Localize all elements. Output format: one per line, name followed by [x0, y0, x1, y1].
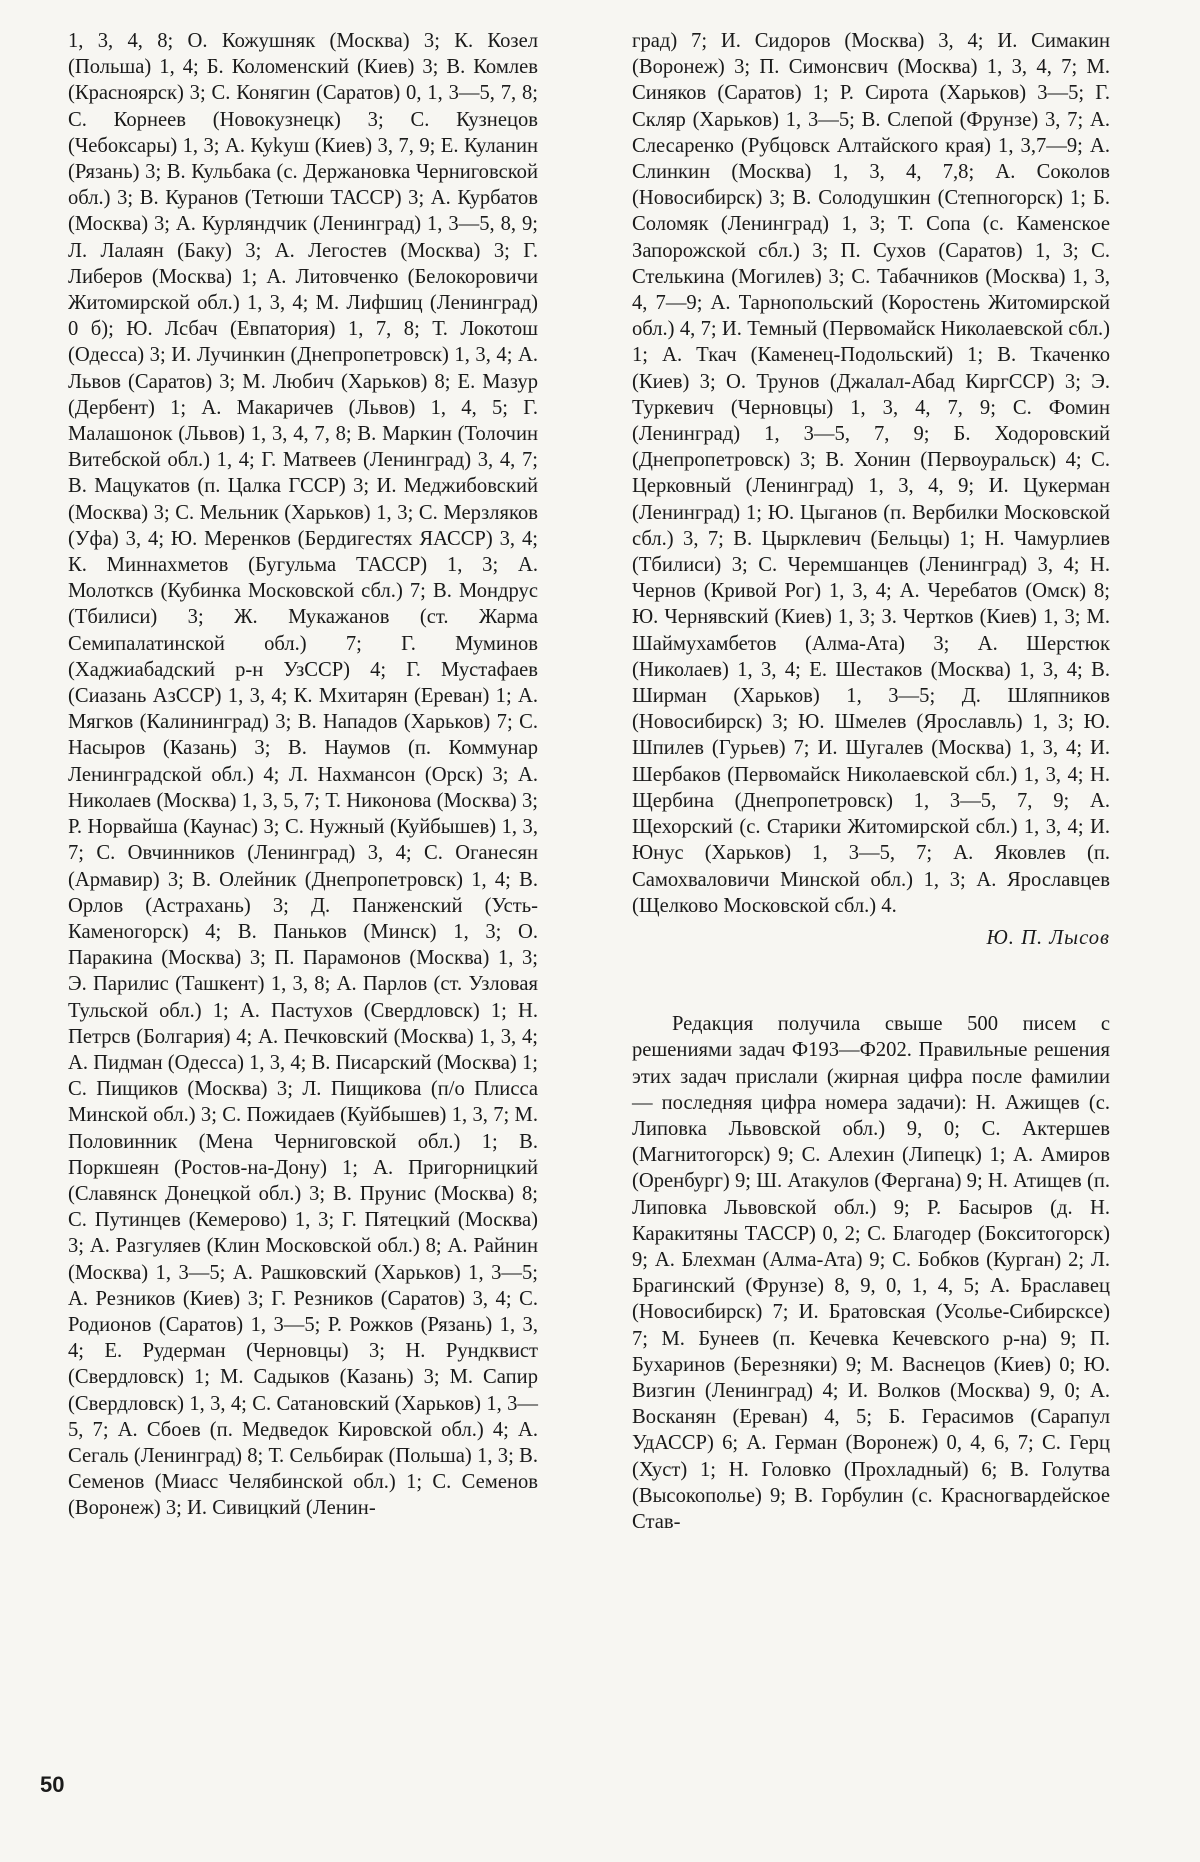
editorial-intro-paragraph: Редакция получила свыше 500 писем с решениями задач Ф193—Ф202. Правильные решения этих задач прислали (жирная цифра после фамилии — последняя цифра номера задачи): Н. Ажищев (с. Липовка Львовской обл.) 9, 0; С. Актершев (Магнитогорск) 9; С. Алехин (Липецк) 1; А. Амиров (Оренбург) 9; Ш. Атакулов (Фергана) 9; Н. Атищев (п. Липовка Львовской обл.) 9; Р. Басыров (д. Н. Каракитяны ТАССР) 0, 2; С. Благодер (Бокситогорск) 9; А. Блехман (Алма-Ата) 9; С. Бобков (Курган) 2; Л. Брагинский (Фрунзе) 8, 9, 0, 1, 4, 5; А. Браславец (Новосибирск) 7; И. Братовская (Усолье-Сибирсксе) 7; М. Бунеев (п. Кечевка Кечевского р-на) 9; П. Бухаринов (Березняки) 9; М. Васнецов (Киев) 0; Ю. Визгин (Ленинград) 4; И. Волков (Москва) 9, 0; А. Восканян (Ереван) 4, 5; Б. Герасимов (Сарапул УдАССР) 6; А. Герман (Воронеж) 0, 4, 6, 7; С. Герц (Хуст) 1; Н. Головко (Прохладный) 6; В. Голутва (Высокополье) 9; В. Горбулин (с. Красногвардейское Став- — [632, 1013, 1110, 1533]
right-text-column — [632, 28, 1110, 1535]
right-column-text: град) 7; И. Сидоров (Москва) 3, 4; И. Симакин (Воронеж) 3; П. Симонсвич (Москва) 1, 3, 4, 7; М. Синяков (Саратов) 1; Р. Сирота (Харьков) 3—5; Г. Скляр (Харьков) 1, 3—5; В. Слепой (Фрунзе) 3, 7; А. Слесаренко (Рубцовск Алтайского края) 1, 3,7—9; А. Слинкин (Москва) 1, 3, 4, 7,8; А. Соколов (Новосибирск) 3; В. Солодушкин (Степногорск) 1; Б. Соломяк (Ленинград) 1, 3; Т. Сопа (с. Каменское Запорожской сбл.) 3; П. Сухов (Саратов) 1, 3; С. Стелькина (Могилев) 3; С. Табачников (Москва) 1, 3, 4, 7—9; А. Тарнопольский (Коростень Житомирской обл.) 4, 7; И. Темный (Первомайск Николаевской сбл.) 1; А. Ткач (Каменец-Подольский) 1; В. Ткаченко (Киев) 3; О. Трунов (Джалал-Абад КиргССР) 3; Э. Туркевич (Черновцы) 1, 3, 4, 7, 9; С. Фомин (Ленинград) 1, 3—5, 7, 9; Б. Ходоровский (Днепропетровск) 3; В. Хонин (Первоуральск) 4; С. Церковный (Ленинград) 1, 3, 4, 9; И. Цукерман (Ленинград) 1; Ю. Цыганов (п. Вербилки Московской сбл.) 3, 7; В. Цырклевич (Бельцы) 1; Н. Чамурлиев (Тбилиси) 3; С. Черемшанцев (Ленинград) 3, 4; Н. Чернов (Кривой Рог) 1, 3, 4; А. Черебатов (Омск) 8; Ю. Чернявский (Киев) 1, 3; З. Чертков (Киев) 1, 3; М. Шаймухамбетов (Алма-Ата) 3; А. Шерстюк (Николаев) 1, 3, 4; Е. Шестаков (Москва) 1, 3, 4; В. Ширман (Харьков) 1, 3—5; Д. Шляпников (Новосибирск) 3; Ю. Шмелев (Ярославль) 1, 3; Ю. Шпилев (Гурьев) 7; И. Шугалев (Москва) 1, 3, 4; И. Шербаков (Первомайск Николаевской сбл.) 1, 3, 4; Н. Щербина (Днепропетровск) 1, 3—5, 7, 9; А. Щехорский (с. Старики Житомирской сбл.) 1, 3, 4; И. Юнус (Харьков) 1, 3—5, 7; А. Яковлев (п. Самохваловичи Минской обл.) 1, 3; А. Ярославцев (Щелково Московской сбл.) 4. — [632, 30, 1110, 917]
page-number: 50 — [40, 1772, 65, 1797]
author-signature: Ю. П. Лысов — [986, 926, 1110, 949]
left-text-column — [68, 28, 538, 1522]
left-column-text: 1, 3, 4, 8; О. Кожушняк (Москва) 3; К. Козел (Польша) 1, 4; Б. Коломенский (Киев) 3; В. Комлев (Красноярск) 3; С. Конягин (Саратов) 0, 1, 3—5, 7, 8; С. Корнеев (Новокузнецк) 3; С. Кузнецов (Чебоксары) 1, 3; А. Куkуш (Киев) 3, 7, 9; Е. Куланин (Рязань) 3; В. Кульбака (с. Держановка Черниговской обл.) 3; В. Куранов (Тетюши ТАССР) 3; А. Курбатов (Москва) 3; А. Курляндчик (Ленинград) 1, 3—5, 8, 9; Л. Лалаян (Баку) 3; А. Легостев (Москва) 3; Г. Либеров (Москва) 1; А. Литовченко (Белокоровичи Житомирской обл.) 1, 3, 4; М. Лифшиц (Ленинград) 0 б); Ю. Лсбач (Евпатория) 1, 7, 8; Т. Локотош (Одесса) 3; И. Лучинкин (Днепропетровск) 1, 3, 4; А. Львов (Саратов) 3; М. Любич (Харьков) 8; Е. Мазур (Дербент) 1; А. Макаричев (Львов) 1, 4, 5; Г. Малашонок (Львов) 1, 3, 4, 7, 8; В. Маркин (Толочин Витебской обл.) 1, 4; Г. Матвеев (Ленинград) 3, 4, 7; В. Мацукатов (п. Цалка ГССР) 3; И. Меджибовский (Москва) 3; С. Мельник (Харьков) 1, 3; С. Мерзляков (Уфа) 3, 4; Ю. Меренков (Бердигестях ЯАССР) 3, 4; К. Миннахметов (Бугульма ТАССР) 1, 3; А. Молотксв (Кубинка Московской сбл.) 7; В. Мондрус (Тбилиси) 3; Ж. Мукажанов (ст. Жарма Семипалатинской обл.) 7; Г. Муминов (Хаджиабадский р-н УзССР) 4; Г. Мустафаев (Сиазань АзССР) 1, 3, 4; К. Мхитарян (Ереван) 1; А. Мягков (Калининград) 3; В. Нападов (Харьков) 7; С. Насыров (Казань) 3; В. Наумов (п. Коммунар Ленинградской обл.) 4; Л. Нахмансон (Орск) 3; А. Николаев (Москва) 1, 3, 5, 7; Т. Никонова (Москва) 3; Р. Норвайша (Каунас) 3; С. Нужный (Куйбышев) 1, 3, 7; С. Овчинников (Ленинград) 3, 4; С. Оганесян (Армавир) 3; В. Олейник (Днепропетровск) 1, 4; В. Орлов (Астрахань) 3; Д. Панженский (Усть-Каменогорск) 4; В. Паньков (Минск) 1, 3; О. Паракина (Москва) 3; П. Парамонов (Москва) 1, 3; Э. Парилис (Ташкент) 1, 3, 8; А. Парлов (ст. Узловая Тульской обл.) 1; А. Пастухов (Свердловск) 1; Н. Петрсв (Болгария) 4; А. Печковский (Москва) 1, 3, 4; А. Пидман (Одесса) 1, 3, 4; В. Писарский (Москва) 1; С. Пищиков (Москва) 3; Л. Пищикова (п/о Плисса Минской обл.) 3; С. Пожидаев (Куйбышев) 1, 3, 7; М. Половинник (Мена Черниговской обл.) 1; В. Поркшеян (Ростов-на-Дону) 1; А. Пригорницкий (Славянск Донецкой обл.) 3; В. Прунис (Москва) 8; С. Путинцев (Кемерово) 1, 3; Г. Пятецкий (Москва) 3; А. Разгуляев (Клин Московской обл.) 8; А. Райнин (Москва) 1, 3—5; А. Рашковский (Харьков) 1, 3—5; А. Резников (Киев) 3; Г. Резников (Саратов) 3, 4; С. Родионов (Саратов) 1, 3—5; Р. Рожков (Рязань) 1, 3, 4; Е. Рудерман (Черновцы) 3; Н. Рундквист (Свердловск) 1; М. Садыков (Казань) 3; М. Сапир (Свердловск) 1, 3, 4; С. Сатановский (Харьков) 1, 3—5, 7; А. Сбоев (п. Медведок Кировской обл.) 4; А. Сегаль (Ленинград) 8; Т. Сельбирак (Польша) 1, 3; В. Семенов (Миасс Челябинской обл.) 1; С. Семенов (Воронеж) 3; И. Сивицкий (Ленин- — [68, 30, 538, 1520]
